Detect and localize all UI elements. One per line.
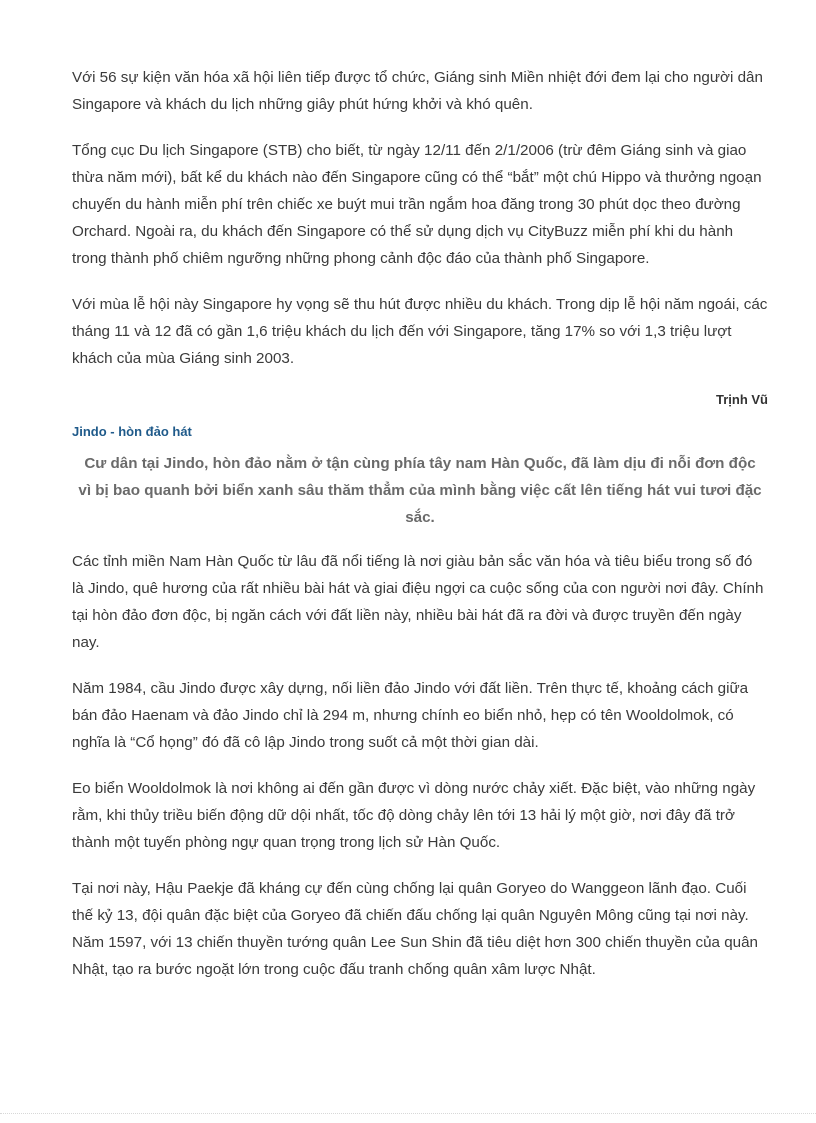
paragraph: Với 56 sự kiện văn hóa xã hội liên tiếp được tổ chức, Giáng sinh Miền nhiệt đới đem lại cho người dân Singapore và khách du lịch những giây phút hứng khởi và khó quên. <box>72 69 763 113</box>
paragraph: Năm 1984, cầu Jindo được xây dựng, nối liền đảo Jindo với đất liền. Trên thực tế, khoảng cách giữa bán đảo Haenam và đảo Jindo chỉ là 294 m, nhưng chính eo biển nhỏ, hẹp có tên Wooldolmok, có nghĩa là “Cổ họng” đó đã cô lập Jindo trong suốt cả một thời gian dài. <box>72 680 749 751</box>
article-body <box>72 64 768 1002</box>
section-title: Jindo - hòn đảo hát <box>72 424 192 439</box>
lead-paragraph: Cư dân tại Jindo, hòn đảo nằm ở tận cùng phía tây nam Hàn Quốc, đã làm dịu đi nỗi đơn độc vì bị bao quanh bởi biển xanh sâu thăm thẳm của mình bằng việc cất lên tiếng hát vui tươi đặc sắc. <box>78 455 762 526</box>
author-byline: Trịnh Vũ <box>716 392 768 407</box>
paragraph: Với mùa lễ hội này Singapore hy vọng sẽ thu hút được nhiều du khách. Trong dịp lễ hội năm ngoái, các tháng 11 và 12 đã có gần 1,6 triệu khách du lịch đến với Singapore, tăng 17% so với 1,3 triệu lượt khách của mùa Giáng sinh 2003. <box>72 296 768 367</box>
paragraph: Tổng cục Du lịch Singapore (STB) cho biết, từ ngày 12/11 đến 2/1/2006 (trừ đêm Giáng sinh và giao thừa năm mới), bất kể du khách nào đến Singapore cũng có thể “bắt” một chú Hippo và thưởng ngoạn chuyến du hành miễn phí trên chiếc xe buýt mui trần ngắm hoa đăng trong 30 phút dọc theo đường Orchard. Ngoài ra, du khách đến Singapore có thể sử dụng dịch vụ CityBuzz miễn phí khi du hành trong thành phố chiêm ngưỡng những phong cảnh độc đáo của thành phố Singapore. <box>72 142 762 267</box>
paragraph: Eo biển Wooldolmok là nơi không ai đến gần được vì dòng nước chảy xiết. Đặc biệt, vào những ngày rằm, khi thủy triều biến động dữ dội nhất, tốc độ dòng chảy lên tới 13 hải lý một giờ, nơi đây đã trở thành một tuyến phòng ngự quan trọng trong lịch sử Hàn Quốc. <box>72 780 756 851</box>
page-divider <box>0 1113 816 1114</box>
paragraph: Tại nơi này, Hậu Paekje đã kháng cự đến cùng chống lại quân Goryeo do Wanggeon lãnh đạo. Cuối thế kỷ 13, đội quân đặc biệt của Goryeo đã chiến đấu chống lại quân Nguyên Mông cũng tại nơi này. Năm 1597, với 13 chiến thuyền tướng quân Lee Sun Shin đã tiêu diệt hơn 300 chiến thuyền của quân Nhật, tạo ra bước ngoặt lớn trong cuộc đấu tranh chống quân xâm lược Nhật. <box>72 880 758 978</box>
paragraph: Các tỉnh miền Nam Hàn Quốc từ lâu đã nổi tiếng là nơi giàu bản sắc văn hóa và tiêu biểu trong số đó là Jindo, quê hương của rất nhiều bài hát và giai điệu ngợi ca cuộc sống của con người nơi đây. Chính tại hòn đảo đơn độc, bị ngăn cách với đất liền này, nhiều bài hát đã ra đời và được truyền đến ngày nay. <box>72 553 764 651</box>
